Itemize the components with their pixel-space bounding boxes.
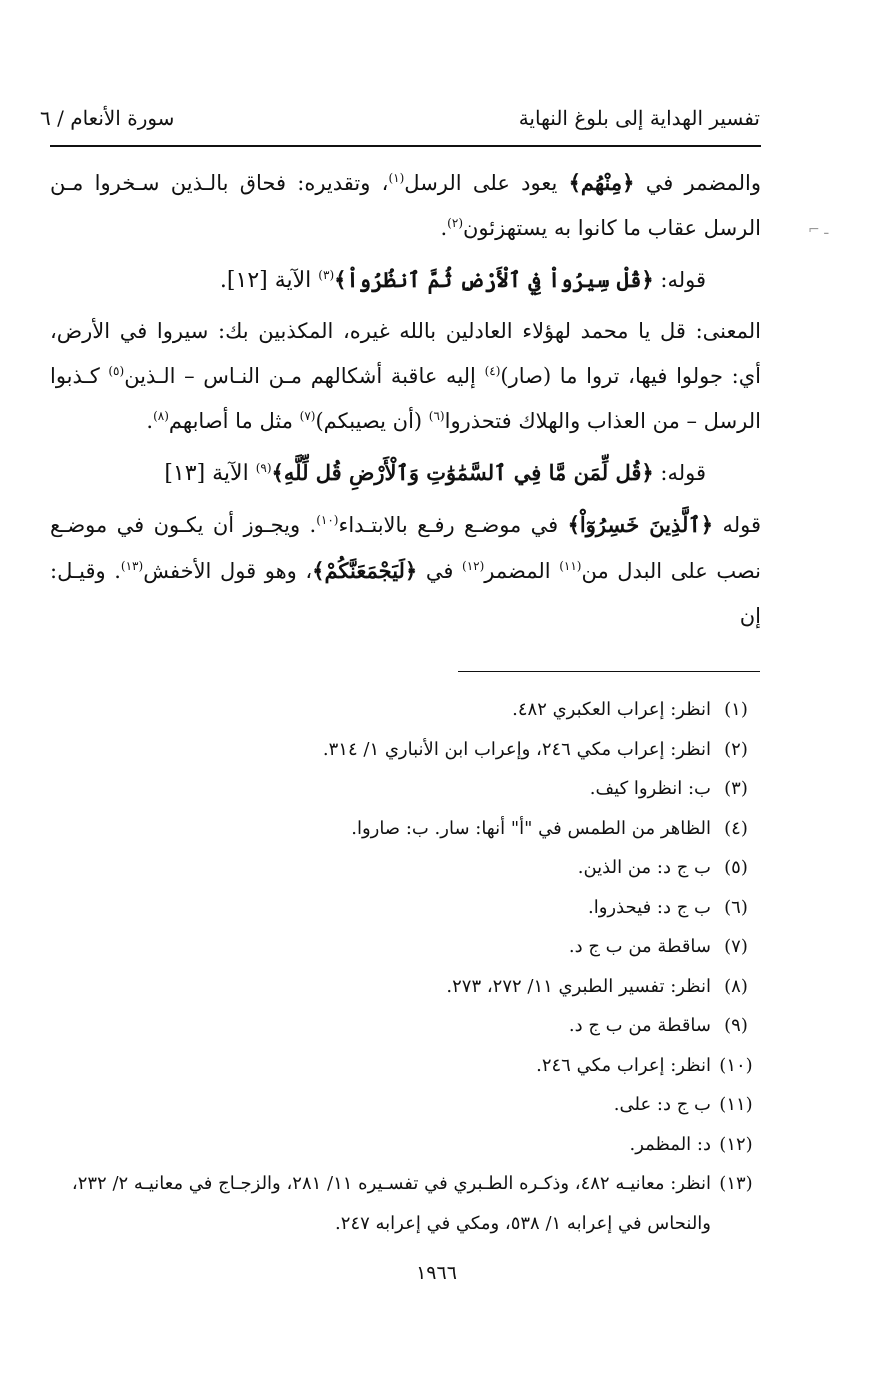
footnote-ref[interactable]: (١) [388,171,405,185]
quran-quote: ﴿لَيَجْمَعَنَّكُمْ﴾ [312,558,418,583]
footnote-text: د: المظمر. [629,1133,711,1155]
footnote [50,967,761,1007]
footnote [50,888,761,928]
footnote-text: الظاهر من الطمس في "أ" أنها: سار. ب: صاروا. [351,817,711,839]
footnote-number: (١) [724,699,748,720]
footnote-ref[interactable]: (٥) [108,364,125,378]
header-rule [50,145,761,147]
text-run: قوله [713,513,761,537]
footnote [50,848,761,888]
footnote-number: (٦) [724,896,748,918]
running-header [40,100,760,140]
footnote-number: (٣) [724,778,748,799]
text-run: مثل ما أصابهم [168,409,300,433]
footnote-number: (١٢) [719,1133,753,1155]
footnote-text: ب: انظروا كيف. [589,778,711,799]
ayah-number: الآية [١٢]. [219,268,319,293]
footnote-number: (٢) [724,738,748,760]
footnote-ref[interactable]: (٨) [153,409,169,423]
footnote-text: انظر: إعراب مكي ٢٤٦. [536,1054,711,1076]
footnote [50,690,761,730]
footnote [50,1085,761,1125]
text-run: . ويجـوز أن يكـون في موضـع نصب على البدل من [50,513,761,583]
footnote-text: ب ج د: من الذين. [577,857,711,878]
footnotes [50,690,761,1243]
footnote [50,1164,761,1243]
text-run: . [146,409,154,433]
surah-label: سورة الأنعام / ٦ [40,106,175,130]
verse-label: قوله: [653,461,706,485]
footnote-number: (٥) [724,857,748,878]
paragraph-1 [50,160,761,251]
text-run: (أن يصيبكم) [315,409,429,433]
footnote-ref[interactable]: (٣) [318,268,335,282]
footnote [50,769,761,809]
footnote-number: (٤) [724,817,748,839]
text-run: إليه عاقبة أشكالهم مـن النـاس – الـذين [124,364,485,388]
footnote-number: (٩) [724,1015,748,1036]
main-text [50,160,761,645]
quran-quote: ﴿ٱلَّذِينَ خَسِرُوٓاْ﴾ [567,512,714,537]
footnote-ref[interactable]: (١٠) [316,513,339,527]
footnote-ref[interactable]: (١٣) [120,559,144,573]
footnote-text: انظر: إعراب مكي ٢٤٦، وإعراب ابن الأنباري ١/ ٣١٤. [322,738,711,760]
footnote [50,1125,761,1165]
footnote-ref[interactable]: (٩) [255,461,272,475]
text-run: المضمر [484,559,560,583]
text-run: يعود على الرسل [404,171,569,195]
text-run: كـذبوا الرسل – من العذاب والهلاك فتحذروا [50,364,761,433]
book-title: تفسير الهداية إلى بلوغ النهاية [518,106,760,130]
footnote-number: (٧) [724,936,748,957]
footnote-number: (١١) [719,1094,753,1115]
text-run: في موضـع رفـع بالابتـداء [338,513,568,537]
quran-verse: ﴿قُل لِّمَن مَّا فِي ٱلسَّمَٰوَٰتِ وَٱلْأَرْضِ قُل لِّلَّهِ﴾ [271,460,654,485]
footnote-text: ساقطة من ب ج د. [568,936,711,957]
text-run: ، وهو قول الأخفش [143,559,313,583]
footnote-text: ساقطة من ب ج د. [568,1015,711,1036]
footnote-number: (٨) [724,975,748,997]
quran-quote: ﴿مِنْهُم﴾ [568,170,635,195]
footnote-ref[interactable]: (٢) [447,216,463,230]
ayah-number: الآية [١٣] [164,461,256,486]
footnote-number: (١٠) [719,1054,753,1076]
text-run: . وقيـل: إن [50,559,761,628]
footnote-number: (١٣) [719,1173,753,1194]
footnote-text: انظر: إعراب العكبري ٤٨٢. [512,699,711,720]
footnote-separator [458,671,760,672]
verse-label: قوله: [653,268,706,292]
footnote [50,1046,761,1086]
footnote [50,730,761,770]
text-run: والمضمر في [634,171,761,195]
footnote-text: انظر: معانيـه ٤٨٢، وذكـره الطـبري في تفسـيره ١١/ ٢٨١، والزجـاج في معانيـه ٢/ ٢٣٢، والنحاس في إعرابه ١/ ٥٣٨، ومكي في إعرابه ٢٤٧. [71,1173,711,1234]
paragraph-3 [50,502,761,639]
footnote-ref[interactable]: (١٢) [462,559,485,573]
margin-mark: ⌐ ـ [808,222,829,238]
text-run: . [440,216,448,240]
verse-12-heading [50,257,761,303]
text-run: في [417,559,462,583]
paragraph-2 [50,309,761,444]
text-run: المعنى: قل يا محمد لهؤلاء العادلين بالله غيره، المكذبين بك: سيروا في الأرض، أي: جولوا فيها، تروا ما (صار) [50,319,761,388]
page-number: ١٩٦٦ [416,1262,457,1284]
footnote-ref[interactable]: (٤) [484,364,501,378]
text-run: ، وتقديره: فحاق بالـذين سـخروا مـن الرسل عقاب ما كانوا به يستهزئون [50,171,761,240]
footnote-text: ب ج د: على. [613,1094,711,1115]
footnote [50,927,761,967]
footnote-text: انظر: تفسير الطبري ١١/ ٢٧٢، ٢٧٣. [446,975,711,997]
footnote-text: ب ج د: فيحذروا. [587,896,711,918]
verse-13-heading [50,450,761,496]
footnote-ref[interactable]: (٧) [299,409,316,423]
footnote-ref[interactable]: (٦) [428,409,445,423]
footnote [50,809,761,849]
quran-verse: ﴿قُلْ سِيرُواْ فِي ٱلْأَرْضِ ثُمَّ ٱنظُرُواْ﴾ [334,267,654,292]
footnote-ref[interactable]: (١١) [559,559,582,573]
footnote [50,1006,761,1046]
